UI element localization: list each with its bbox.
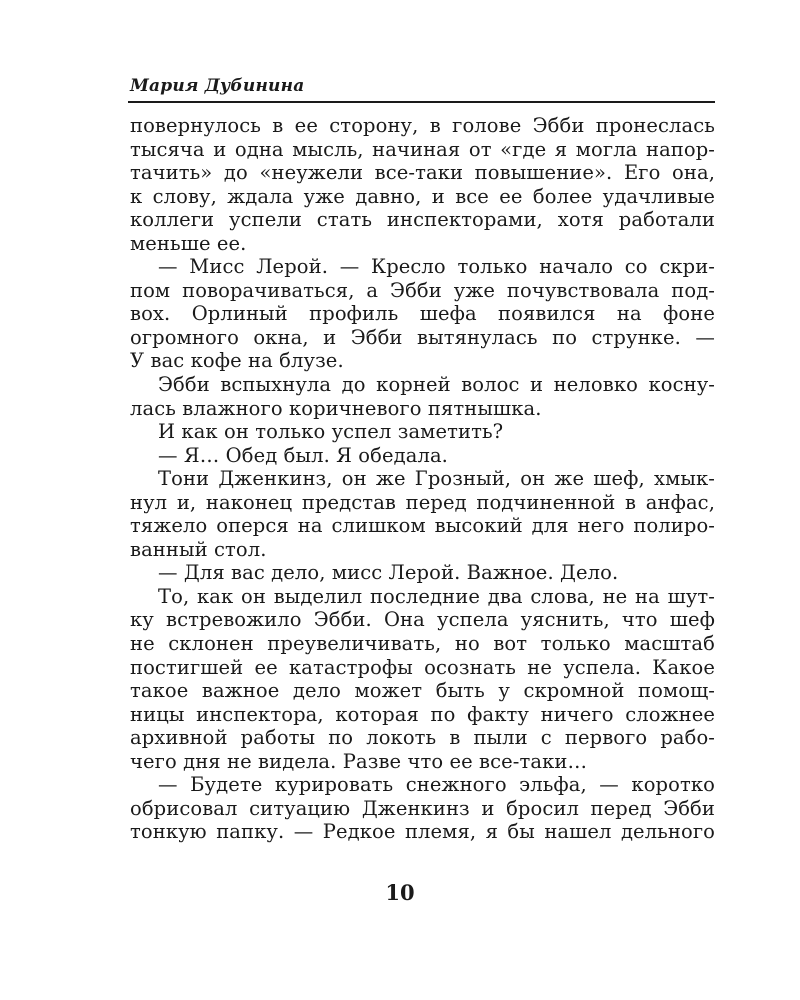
text-line: — Мисс Лерой. — Кресло только начало со скри-	[158, 255, 715, 279]
text-line: тонкую папку. — Редкое племя, я бы нашел дельного	[130, 820, 715, 844]
text-line: постигшей ее катастрофы осознать не успела. Какое	[130, 655, 715, 679]
text-line: лась влажного коричневого пятнышка.	[130, 396, 542, 420]
text-line: пом поворачиваться, а Эбби уже почувствовала под-	[130, 278, 715, 302]
text-line: чего дня не видела. Разве что ее все-таки…	[130, 749, 588, 773]
text-line: обрисовал ситуацию Дженкинз и бросил перед Эбби	[130, 796, 715, 820]
text-line: тысяча и одна мысль, начиная от «где я могла напор-	[130, 137, 715, 161]
body-text	[130, 114, 715, 844]
running-head-author: Мария Дубинина	[130, 76, 305, 96]
text-line: нул и, наконец представ перед подчиненной в анфас,	[130, 490, 715, 514]
text-line: У вас кофе на блузе.	[130, 349, 344, 373]
text-line: коллеги успели стать инспекторами, хотя работали	[130, 208, 715, 232]
text-line: такое важное дело может быть у скромной помощ-	[130, 679, 715, 703]
text-line: И как он только успел заметить?	[158, 420, 504, 444]
text-line: — Я… Обед был. Я обедала.	[158, 443, 448, 467]
text-line: не склонен преувеличивать, но вот только масштаб	[130, 632, 715, 656]
text-line: тачить» до «неужели все-таки повышение». Его она,	[130, 161, 715, 185]
text-line: повернулось в ее сторону, в голове Эбби пронеслась	[130, 114, 715, 137]
text-line: меньше ее.	[130, 231, 247, 255]
text-line: То, как он выделил последние два слова, не на шут-	[158, 584, 715, 608]
text-line: Тони Дженкинз, он же Грозный, он же шеф, хмык-	[158, 467, 715, 491]
header-rule	[128, 101, 715, 103]
text-line: вох. Орлиный профиль шефа появился на фоне	[130, 302, 715, 326]
text-line: к слову, ждала уже давно, и все ее более удачливые	[130, 184, 715, 208]
text-line: Эбби вспыхнула до корней волос и неловко косну-	[158, 373, 715, 397]
text-line: — Для вас дело, мисс Лерой. Важное. Дело.	[158, 561, 619, 585]
text-line: архивной работы по локоть в пыли с первого рабо-	[130, 726, 715, 750]
text-line: ницы инспектора, которая по факту ничего сложнее	[130, 702, 715, 726]
text-line: огромного окна, и Эбби вытянулась по струнке. —	[130, 325, 715, 349]
text-line: тяжело оперся на слишком высокий для него полиро-	[130, 514, 715, 538]
text-line: — Будете курировать снежного эльфа, — коротко	[158, 773, 715, 797]
text-line: ванный стол.	[130, 537, 267, 561]
text-line: ку встревожило Эбби. Она успела уяснить, что шеф	[130, 608, 715, 632]
page-number: 10	[385, 880, 415, 905]
